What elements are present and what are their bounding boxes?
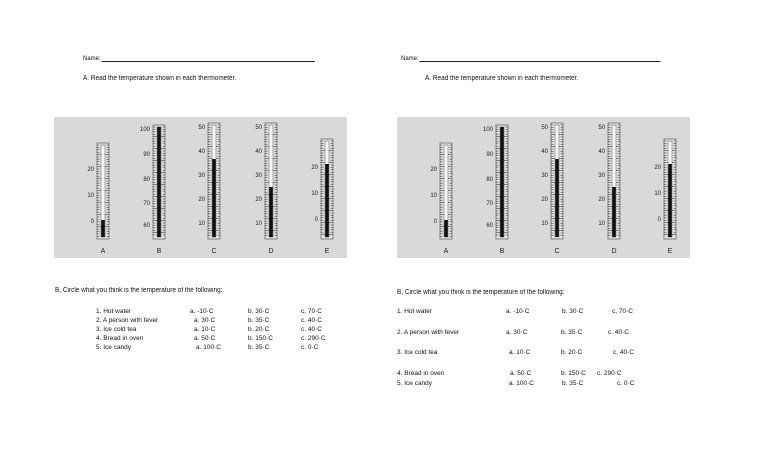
thermometer-illustration-right xyxy=(397,117,690,258)
tick-label: 20 xyxy=(541,197,548,203)
tick-label: 50 xyxy=(198,125,205,131)
choice-b[interactable]: b. 150·C xyxy=(248,335,273,342)
choice-c[interactable]: c. 0·C xyxy=(301,344,319,351)
question-text: 2. A person with fever xyxy=(397,329,460,336)
tick-label: 0 xyxy=(90,219,94,225)
choice-c[interactable]: c, 70·C xyxy=(301,308,322,315)
thermometer-liquid xyxy=(668,164,672,237)
tick-label: 0 xyxy=(314,217,318,223)
choice-b[interactable]: b. 20·C xyxy=(248,326,270,333)
thermometer-liquid xyxy=(612,187,616,237)
tick-label: 50 xyxy=(598,125,605,131)
thermometer-label: D xyxy=(611,248,617,255)
thermometer-liquid xyxy=(500,127,504,237)
thermometer-e xyxy=(311,139,333,255)
tick-label: 20 xyxy=(654,165,661,171)
question-text: 5. Ice candy xyxy=(397,380,433,387)
thermometer-liquid xyxy=(157,127,161,237)
tick-label: 20 xyxy=(430,167,437,173)
tick-label: 50 xyxy=(541,125,548,131)
choice-a[interactable]: a. 50·C xyxy=(510,370,532,377)
choice-a[interactable]: a. 100·C xyxy=(509,380,534,387)
thermometer-label: B xyxy=(156,248,162,255)
tick-label: 80 xyxy=(486,177,493,183)
thermometer-label: E xyxy=(667,248,673,255)
section-a-heading-right: A. Read the temperature shown in each thermometer. xyxy=(425,75,579,82)
thermometer-liquid xyxy=(325,164,329,237)
thermometer-label: C xyxy=(211,248,217,255)
choice-c[interactable]: c. 290·C xyxy=(301,335,326,342)
thermometer-d xyxy=(255,123,277,255)
thermometer-label: D xyxy=(268,248,274,255)
tick-label: 90 xyxy=(143,152,150,158)
tick-label: 60 xyxy=(143,223,150,229)
thermometer-illustration-left xyxy=(54,117,347,258)
thermometer-liquid xyxy=(444,220,448,237)
choice-a[interactable]: a. 30·C xyxy=(194,317,216,324)
choice-b[interactable]: b. 30·C xyxy=(562,308,584,315)
thermometer-a xyxy=(430,143,452,255)
tick-label: 30 xyxy=(541,173,548,179)
tick-label: 70 xyxy=(486,201,493,207)
thermometer-label: B xyxy=(499,248,505,255)
tick-label: 80 xyxy=(143,177,150,183)
tick-label: 60 xyxy=(486,223,493,229)
question-text: 4. Bread in oven xyxy=(96,335,144,342)
choice-a[interactable]: a. -10·C xyxy=(190,308,214,315)
choice-c[interactable]: c. 40·C xyxy=(613,349,634,356)
tick-label: 40 xyxy=(255,149,262,155)
name-label: Name: xyxy=(83,55,101,62)
choice-c[interactable]: c, 70·C xyxy=(612,308,633,315)
name-field-left[interactable] xyxy=(83,55,315,62)
thermometer-label: E xyxy=(324,248,330,255)
tick-label: 20 xyxy=(255,197,262,203)
name-line xyxy=(420,55,661,62)
question-text: 1. Hot water xyxy=(96,308,132,315)
choice-a[interactable]: a. -10·C xyxy=(506,308,530,315)
question-text: 4. Bread in oven xyxy=(397,370,445,377)
tick-label: 0 xyxy=(433,219,437,225)
thermometer-liquid xyxy=(269,187,273,237)
name-field-right[interactable] xyxy=(401,55,661,62)
tick-label: 20 xyxy=(87,167,94,173)
tick-label: 30 xyxy=(598,173,605,179)
choice-b[interactable]: b. 150·C xyxy=(561,370,586,377)
choice-c[interactable]: c. 40·C xyxy=(301,326,322,333)
choice-a[interactable]: a. 30·C xyxy=(506,329,528,336)
choice-b[interactable]: b. 20·C xyxy=(561,349,583,356)
tick-label: 10 xyxy=(311,191,318,197)
tick-label: 90 xyxy=(486,152,493,158)
tick-label: 10 xyxy=(255,221,262,227)
choice-b[interactable]: b. 35·C xyxy=(248,317,270,324)
choice-a[interactable]: a. 50·C xyxy=(194,335,216,342)
question-text: 2. A person with fever xyxy=(96,317,159,324)
thermometer-c xyxy=(198,123,220,255)
tick-label: 100 xyxy=(139,127,150,133)
thermometer-d xyxy=(598,123,620,255)
choice-a[interactable]: a. 100·C xyxy=(196,344,221,351)
thermometer-e xyxy=(654,139,676,255)
question-text: 5. Ice candy xyxy=(96,344,132,351)
question-text: 3. Ice cold tea xyxy=(96,326,137,333)
name-line xyxy=(102,55,315,62)
section-b-heading-right: B, Circle what you think is the temperature of the following: xyxy=(397,289,565,296)
tick-label: 40 xyxy=(541,149,548,155)
choice-b[interactable]: b. 30·C xyxy=(248,308,270,315)
choice-c[interactable]: c. 40·C xyxy=(301,317,322,324)
tick-label: 10 xyxy=(430,193,437,199)
tick-label: 70 xyxy=(143,201,150,207)
thermometer-liquid xyxy=(101,220,105,237)
thermometer-label: C xyxy=(554,248,560,255)
tick-label: 10 xyxy=(198,221,205,227)
tick-label: 0 xyxy=(657,217,661,223)
choice-b[interactable]: b. 35·C xyxy=(562,380,584,387)
tick-label: 100 xyxy=(482,127,493,133)
choice-c[interactable]: c. 0·C xyxy=(617,380,635,387)
section-b-heading-left: B, Circle what you think is the temperature of the following: xyxy=(55,287,223,294)
choice-c[interactable]: c. 290·C xyxy=(597,370,622,377)
tick-label: 50 xyxy=(255,125,262,131)
choice-b[interactable]: b. 35·C xyxy=(561,329,583,336)
tick-label: 40 xyxy=(598,149,605,155)
tick-label: 10 xyxy=(541,221,548,227)
tick-label: 20 xyxy=(198,197,205,203)
tick-label: 40 xyxy=(198,149,205,155)
thermometer-liquid xyxy=(555,159,559,237)
thermometer-a xyxy=(87,143,109,255)
choice-b[interactable]: b. 35·C xyxy=(248,344,270,351)
tick-label: 10 xyxy=(87,193,94,199)
tick-label: 30 xyxy=(255,173,262,179)
tick-label: 10 xyxy=(598,221,605,227)
tick-label: 20 xyxy=(598,197,605,203)
name-label: Name: xyxy=(401,55,419,62)
tick-label: 20 xyxy=(311,165,318,171)
tick-label: 30 xyxy=(198,173,205,179)
thermometer-label: A xyxy=(100,248,106,255)
thermometer-label: A xyxy=(443,248,449,255)
thermometer-c xyxy=(541,123,563,255)
thermometer-b xyxy=(483,125,508,255)
choice-c[interactable]: c. 40·C xyxy=(608,329,629,336)
section-a-heading-left: A. Read the temperature shown in each thermometer. xyxy=(83,75,237,82)
thermometer-panel-right xyxy=(397,117,690,258)
thermometer-panel-left xyxy=(54,117,347,258)
choice-a[interactable]: a. 10·C xyxy=(194,326,216,333)
thermometer-b xyxy=(140,125,165,255)
question-text: 1. Hot water xyxy=(397,308,433,315)
question-text: 3. Ice cold tea xyxy=(397,349,438,356)
choice-a[interactable]: a. 10·C xyxy=(509,349,531,356)
tick-label: 10 xyxy=(654,191,661,197)
thermometer-liquid xyxy=(212,159,216,237)
